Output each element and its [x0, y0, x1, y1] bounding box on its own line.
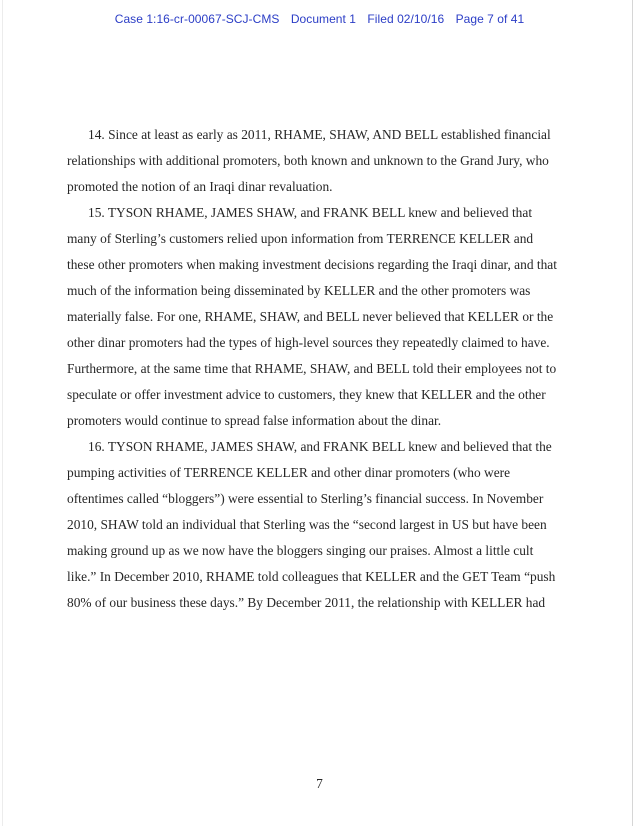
- page-number: 7: [316, 776, 323, 791]
- paragraph-text: Since at least as early as 2011, RHAME, SHAW, AND BELL established financial relationships with additional promoters, both known and unknown to the Grand Jury, who promoted the notion of an Iraqi dinar revaluation.: [67, 127, 551, 194]
- document-number: Document 1: [290, 12, 357, 26]
- paragraph-text: TYSON RHAME, JAMES SHAW, and FRANK BELL knew and believed that the pumping activities of TERRENCE KELLER and other dinar promoters (who were oftentimes called “bloggers”) were essential to Sterling’s financial success. In November 2010, SHAW told an individual that Sterling was the “second largest in US but have been making ground up as we now have the bloggers singing our praises. Almost a little cult like.” In December 2010, RHAME told colleagues that KELLER and the GET Team “push 80% of our business these days.” By December 2011, the relationship with KELLER had: [67, 439, 556, 610]
- paragraph-number: 16.: [88, 439, 105, 454]
- paragraph-number: 14.: [88, 127, 105, 142]
- paragraph-16: [67, 434, 562, 616]
- scan-edge-left: [2, 0, 3, 826]
- court-filing-header: [0, 12, 639, 26]
- paragraph-text: TYSON RHAME, JAMES SHAW, and FRANK BELL knew and believed that many of Sterling’s customers relied upon information from TERRENCE KELLER and these other promoters when making investment decisions regarding the Iraqi dinar, and that much of the information being disseminated by KELLER and the other promoters was materially false. For one, RHAME, SHAW, and BELL never believed that KELLER or the other dinar promoters had the types of high-level sources they repeatedly claimed to have. Furthermore, at the same time that RHAME, SHAW, and BELL told their employees not to speculate or offer investment advice to customers, they knew that KELLER and the other promoters would continue to spread false information about the dinar.: [67, 205, 557, 428]
- filed-date: Filed 02/10/16: [367, 12, 445, 26]
- page-info: Page 7 of 41: [455, 12, 525, 26]
- case-number: Case 1:16-cr-00067-SCJ-CMS: [114, 12, 280, 26]
- paragraph-14: [67, 122, 562, 200]
- paragraph-number: 15.: [88, 205, 105, 220]
- document-body: [67, 122, 562, 616]
- scan-edge-right: [632, 0, 633, 826]
- paragraph-15: [67, 200, 562, 434]
